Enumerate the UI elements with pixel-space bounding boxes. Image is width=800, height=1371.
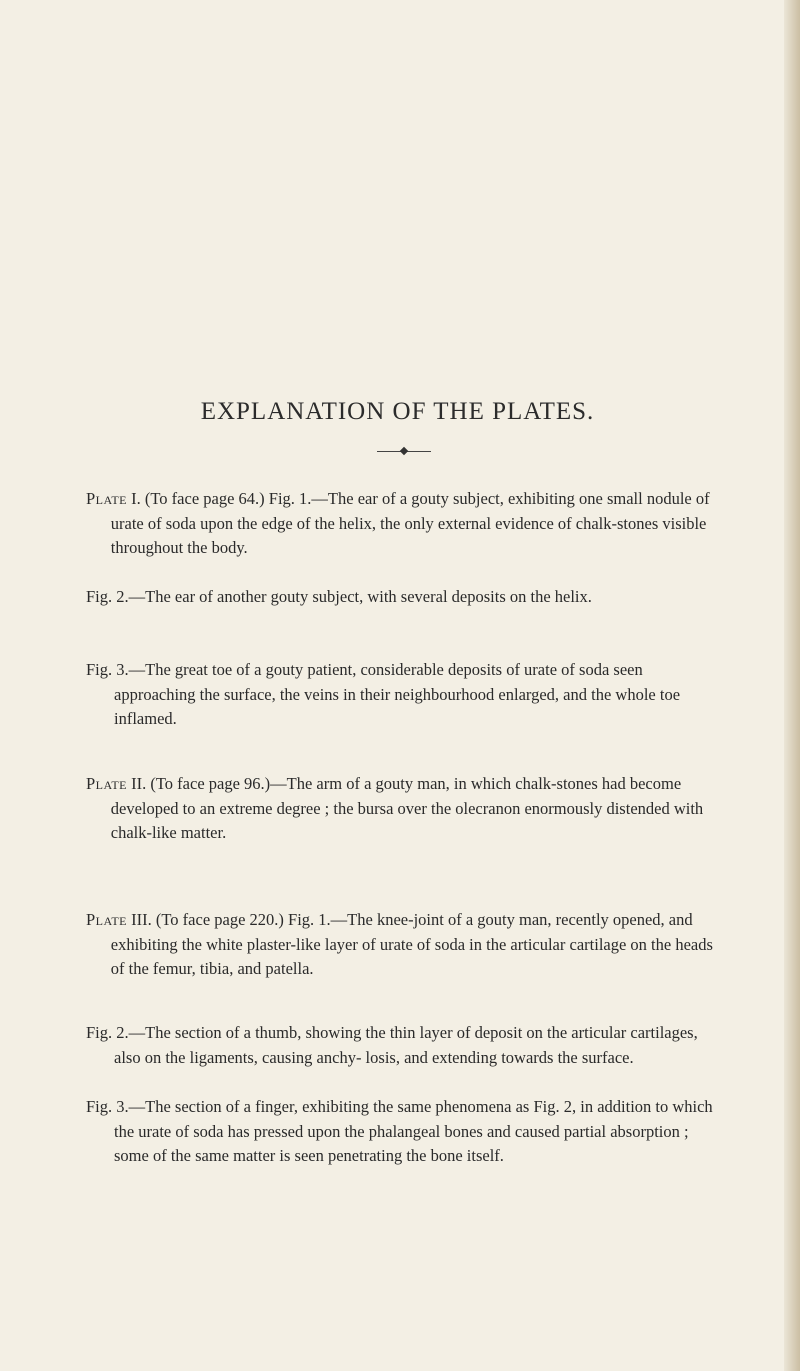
page-edge <box>784 0 800 1371</box>
entry-paragraph <box>86 585 726 610</box>
fig-entry <box>86 1021 726 1070</box>
entry-text: 3.—The section of a finger, exhibiting the same phenomena as Fig. 2, in addition to which the urate of soda has pressed upon the phalangeal bones and caused partial absorption ; some of the same matter is seen penetrating the bone itself. <box>114 1097 713 1165</box>
entry-label: Fig. <box>86 660 113 679</box>
plate-entry <box>86 772 726 846</box>
page-title: EXPLANATION OF THE PLATES. <box>200 398 595 425</box>
entry-text: 2.—The ear of another gouty subject, with several deposits on the helix. <box>116 587 592 606</box>
entry-text: II. (To face page 96.)—The arm of a gouty man, in which chalk-stones had become developed to an extreme degree ; the bursa over the olecranon enormously distended with chalk-like matter. <box>110 774 704 842</box>
entry-label: Plate <box>86 774 128 793</box>
entry-paragraph <box>86 1021 726 1070</box>
fig-entry <box>86 585 726 610</box>
entry-paragraph <box>86 908 726 982</box>
entry-label: Fig. <box>86 1023 113 1042</box>
entry-label: Fig. <box>86 1097 113 1116</box>
entry-label: Plate <box>86 489 128 508</box>
entry-label: Fig. <box>86 587 113 606</box>
entry-text: I. (To face page 64.) Fig. 1.—The ear of a gouty subject, exhibiting one small nodule of urate of soda upon the edge of the helix, the only external evidence of chalk-stones visible throughout the body. <box>110 489 710 557</box>
entry-label: Plate <box>86 910 128 929</box>
entry-text: 2.—The section of a thumb, showing the thin layer of deposit on the articular cartilages, also on the ligaments, causing anchy- losis, and extending towards the surface. <box>114 1023 698 1067</box>
entry-text: III. (To face page 220.) Fig. 1.—The knee-joint of a gouty man, recently opened, and exhibiting the white plaster-like layer of urate of soda in the articular cartilage on the heads of the femur, tibia, and patella. <box>110 910 713 978</box>
entry-paragraph <box>86 772 726 846</box>
fig-entry <box>86 1095 726 1169</box>
entry-paragraph <box>86 1095 726 1169</box>
fig-entry <box>86 658 726 732</box>
entry-paragraph <box>86 487 726 561</box>
entry-text: 3.—The great toe of a gouty patient, considerable deposits of urate of soda seen approaching the surface, the veins in their neighbourhood enlarged, and the whole toe inflamed. <box>114 660 681 728</box>
diamond-ornament-icon <box>400 447 408 455</box>
title-ornament <box>377 451 431 453</box>
entry-paragraph <box>86 658 726 732</box>
plate-entry <box>86 487 726 561</box>
plate-entry <box>86 908 726 982</box>
